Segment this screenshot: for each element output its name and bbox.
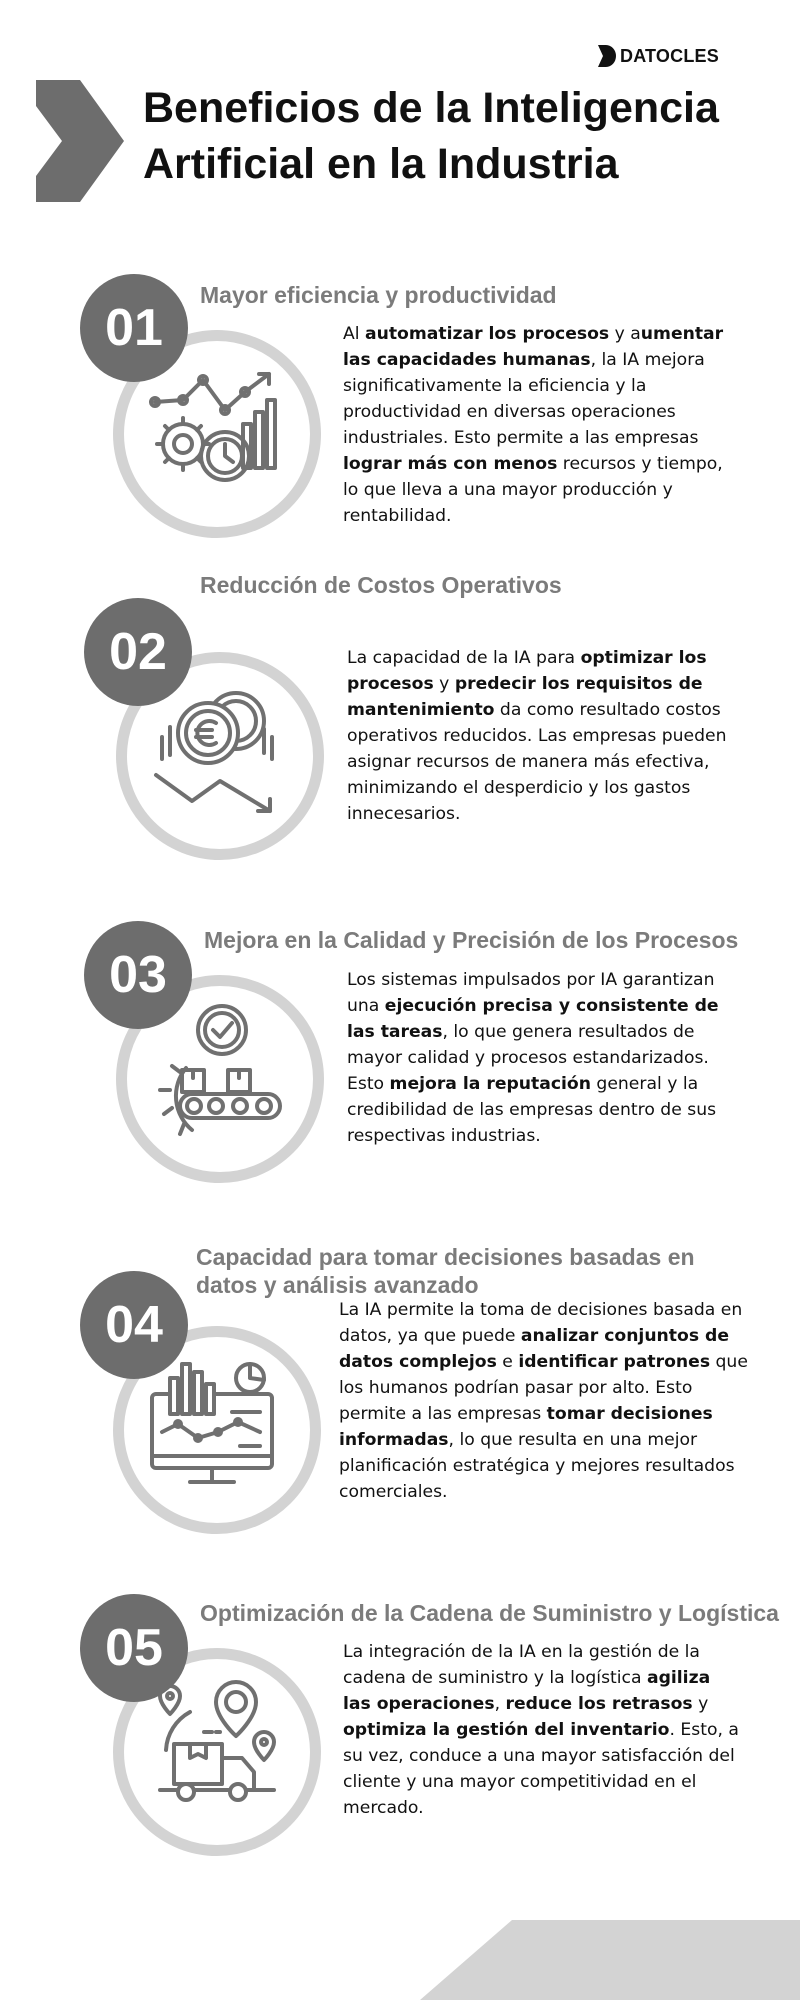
section-04-title-line-1: Capacidad para tomar decisiones basadas en: [196, 1244, 695, 1270]
conveyor-quality-check-icon: [146, 1002, 290, 1142]
section-02-body: La capacidad de la IA para optimizar los procesos y predecir los requisitos de mantenimiento da como resultado costos operativos reducidos. Las empresas pueden asignar recursos de manera más efectiva, minimizando el desperdicio y los gastos innecesarios.: [347, 648, 727, 824]
section-05-body: La integración de la IA en la gestión de la cadena de suministro y la logística agiliza las operaciones, reduce los retrasos y optimiza la gestión del inventario. Esto, a su vez, conduce a una mayor satisfacción del cliente y una mayor competitividad en el mercado.: [343, 1642, 739, 1818]
delivery-truck-location-icon: [150, 1680, 284, 1808]
section-03-number: 03: [84, 921, 192, 1029]
section-03-body: Los sistemas impulsados por IA garantizan una ejecución precisa y consistente de las tareas, lo que genera resultados de mayor calidad y procesos estandarizados. Esto mejora la reputación general y la credibilidad de las empresas dentro de sus respectivas industrias.: [347, 970, 719, 1146]
euro-coins-decline-icon: [148, 685, 288, 815]
section-01-title: Mayor eficiencia y productividad: [200, 282, 557, 308]
section-04-number: 04: [80, 1271, 188, 1379]
brand-name: DATOCLES: [620, 45, 719, 66]
datocles-logo-icon: [598, 45, 616, 67]
page-title: [143, 80, 763, 192]
section-04-title-line-2: datos y análisis avanzado: [196, 1272, 479, 1298]
section-01-number: 01: [80, 274, 188, 382]
chevron-decoration-icon: [36, 80, 124, 202]
analytics-monitor-icon: [148, 1360, 282, 1488]
section-04-title: [196, 1243, 695, 1299]
section-05-title: Optimización de la Cadena de Suministro y Logística: [200, 1600, 779, 1626]
section-05-number: 05: [80, 1594, 188, 1702]
growth-gears-clock-icon: [145, 362, 285, 492]
section-03-title: Mejora en la Calidad y Precisión de los Procesos: [204, 927, 739, 953]
brand-logo: [598, 45, 719, 67]
section-04-body: La IA permite la toma de decisiones basada en datos, ya que puede analizar conjuntos de datos complejos e identificar patrones que los humanos podrían pasar por alto. Esto permite a las empresas tomar decisiones informadas, lo que resulta en una mejor planificación estratégica y mejores resultados comerciales.: [339, 1300, 748, 1502]
section-02-title: Reducción de Costos Operativos: [200, 572, 562, 598]
page-title-line-1: Beneficios de la Inteligencia: [143, 84, 719, 132]
page-title-line-2: Artificial en la Industria: [143, 140, 619, 188]
section-01-body: Al automatizar los procesos y aumentar las capacidades humanas, la IA mejora significativamente la eficiencia y la productividad en diversas operaciones industriales. Esto permite a las empresas lograr más con menos recursos y tiempo, lo que lleva a una mayor producción y rentabilidad.: [343, 324, 724, 526]
section-02-number: 02: [84, 598, 192, 706]
